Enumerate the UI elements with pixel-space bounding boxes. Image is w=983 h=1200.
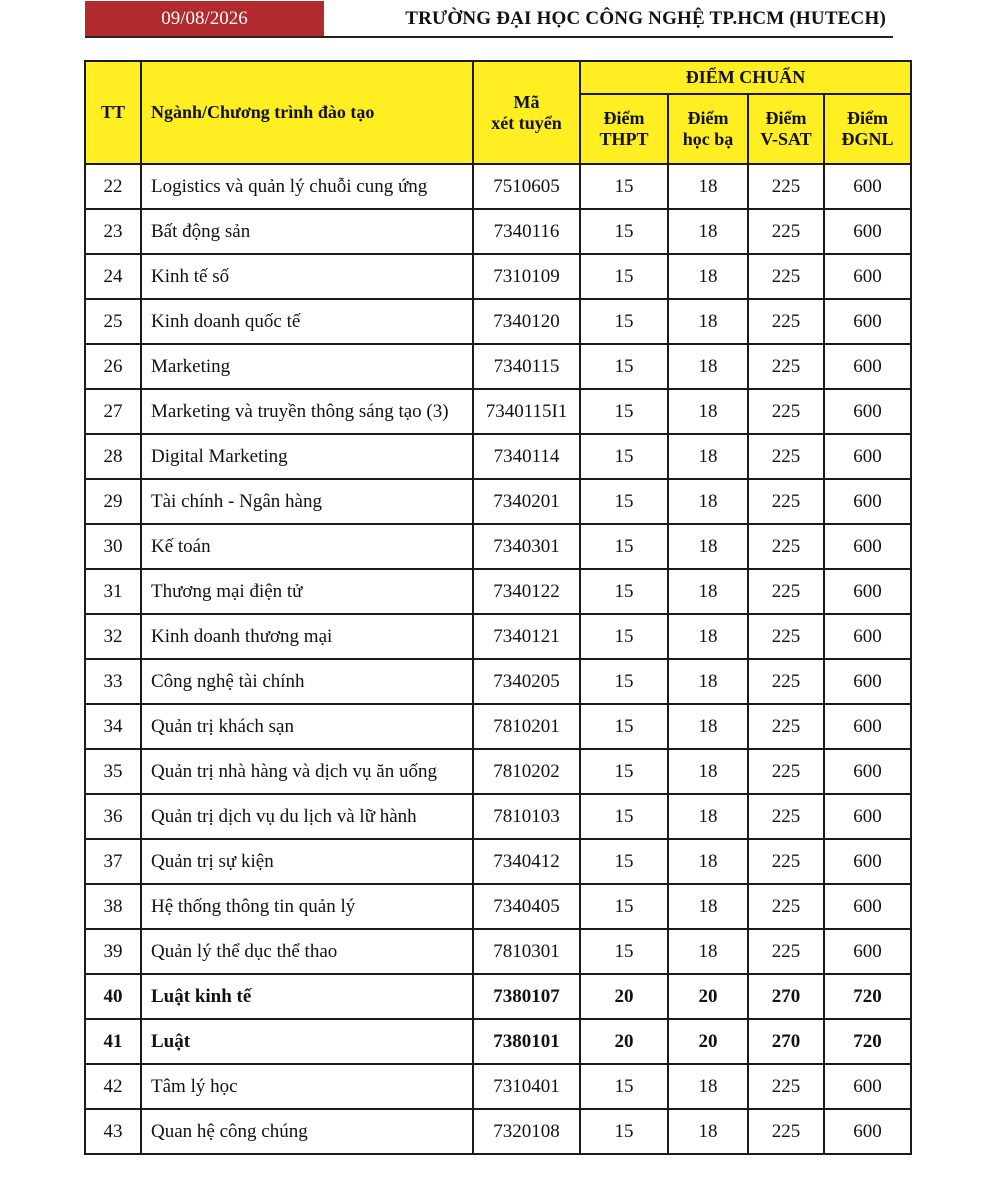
cell-hocba: 18 (668, 749, 748, 794)
cell-program: Quản trị sự kiện (141, 839, 473, 884)
cell-tt: 28 (85, 434, 141, 479)
col-header-thpt-line2: THPT (599, 128, 649, 149)
cell-program: Marketing và truyền thông sáng tạo (3) (141, 389, 473, 434)
cell-program: Kinh tế số (141, 254, 473, 299)
cell-code: 7380107 (473, 974, 580, 1019)
cell-program: Digital Marketing (141, 434, 473, 479)
header-date-badge (85, 1, 324, 36)
cell-tt: 25 (85, 299, 141, 344)
cell-code: 7320108 (473, 1109, 580, 1154)
table-row (85, 884, 911, 929)
cell-program: Luật (141, 1019, 473, 1064)
cell-dgnl: 600 (824, 659, 911, 704)
cell-dgnl: 600 (824, 389, 911, 434)
cell-code: 7810201 (473, 704, 580, 749)
cell-hocba: 20 (668, 974, 748, 1019)
cell-code: 7340116 (473, 209, 580, 254)
cell-tt: 32 (85, 614, 141, 659)
cell-vsat: 225 (748, 659, 824, 704)
cell-code: 7810103 (473, 794, 580, 839)
col-header-vsat-line1: Điểm (765, 107, 807, 128)
cell-hocba: 18 (668, 434, 748, 479)
cell-hocba: 18 (668, 839, 748, 884)
cell-thpt: 15 (580, 614, 668, 659)
cell-code: 7310401 (473, 1064, 580, 1109)
cell-dgnl: 600 (824, 344, 911, 389)
cell-dgnl: 600 (824, 1064, 911, 1109)
cell-dgnl: 600 (824, 1109, 911, 1154)
cell-tt: 22 (85, 164, 141, 209)
cell-hocba: 18 (668, 254, 748, 299)
cell-thpt: 15 (580, 389, 668, 434)
cell-tt: 33 (85, 659, 141, 704)
col-header-vsat (748, 94, 824, 164)
cell-vsat: 225 (748, 479, 824, 524)
cell-program: Quản lý thể dục thể thao (141, 929, 473, 974)
cell-tt: 24 (85, 254, 141, 299)
cell-thpt: 15 (580, 434, 668, 479)
table-row (85, 659, 911, 704)
col-header-program: Ngành/Chương trình đào tạo (141, 61, 473, 164)
cell-thpt: 15 (580, 299, 668, 344)
table-header (85, 61, 911, 164)
cell-program: Kinh doanh quốc tế (141, 299, 473, 344)
cell-program: Quản trị nhà hàng và dịch vụ ăn uống (141, 749, 473, 794)
cell-vsat: 225 (748, 1064, 824, 1109)
col-header-dgnl (824, 94, 911, 164)
cell-tt: 34 (85, 704, 141, 749)
cell-vsat: 225 (748, 929, 824, 974)
cell-hocba: 18 (668, 659, 748, 704)
cell-code: 7810202 (473, 749, 580, 794)
cell-dgnl: 600 (824, 929, 911, 974)
table-row (85, 434, 911, 479)
cell-tt: 26 (85, 344, 141, 389)
cell-thpt: 15 (580, 929, 668, 974)
cell-thpt: 15 (580, 659, 668, 704)
cell-thpt: 15 (580, 254, 668, 299)
cell-thpt: 15 (580, 524, 668, 569)
col-header-tt: TT (85, 61, 141, 164)
cell-hocba: 18 (668, 929, 748, 974)
cell-vsat: 225 (748, 434, 824, 479)
table-row (85, 254, 911, 299)
cell-dgnl: 600 (824, 164, 911, 209)
table-row (85, 524, 911, 569)
cell-vsat: 225 (748, 254, 824, 299)
cell-code: 7340301 (473, 524, 580, 569)
table-row (85, 299, 911, 344)
table-row (85, 614, 911, 659)
cell-vsat: 270 (748, 974, 824, 1019)
cell-dgnl: 600 (824, 479, 911, 524)
cell-thpt: 15 (580, 749, 668, 794)
cell-vsat: 225 (748, 389, 824, 434)
cell-tt: 36 (85, 794, 141, 839)
col-header-dgnl-line1: Điểm (847, 107, 888, 128)
cell-hocba: 18 (668, 524, 748, 569)
cell-hocba: 18 (668, 569, 748, 614)
cell-hocba: 18 (668, 1064, 748, 1109)
cell-program: Kinh doanh thương mại (141, 614, 473, 659)
cell-code: 7380101 (473, 1019, 580, 1064)
cell-code: 7340205 (473, 659, 580, 704)
cell-dgnl: 600 (824, 434, 911, 479)
table-row (85, 344, 911, 389)
table-row (85, 1019, 911, 1064)
cell-program: Marketing (141, 344, 473, 389)
cell-program: Luật kinh tế (141, 974, 473, 1019)
cell-code: 7340120 (473, 299, 580, 344)
cell-hocba: 20 (668, 1019, 748, 1064)
cell-vsat: 225 (748, 524, 824, 569)
cell-code: 7340122 (473, 569, 580, 614)
cell-code: 7340115 (473, 344, 580, 389)
col-header-hocba-line1: Điểm (687, 107, 729, 128)
cell-tt: 42 (85, 1064, 141, 1109)
table-row (85, 479, 911, 524)
col-header-hocba (668, 94, 748, 164)
cell-dgnl: 600 (824, 614, 911, 659)
cell-program: Quan hệ công chúng (141, 1109, 473, 1154)
cell-hocba: 18 (668, 389, 748, 434)
cell-tt: 37 (85, 839, 141, 884)
cell-tt: 43 (85, 1109, 141, 1154)
cell-vsat: 225 (748, 794, 824, 839)
col-group-benchmark: ĐIỂM CHUẨN (580, 61, 911, 94)
cell-dgnl: 600 (824, 299, 911, 344)
col-header-code-line1: Mã (513, 91, 540, 112)
cell-hocba: 18 (668, 1109, 748, 1154)
col-header-dgnl-line2: ĐGNL (841, 128, 894, 149)
cell-program: Tài chính - Ngân hàng (141, 479, 473, 524)
cell-tt: 38 (85, 884, 141, 929)
cell-code: 7810301 (473, 929, 580, 974)
cell-tt: 40 (85, 974, 141, 1019)
cell-vsat: 225 (748, 884, 824, 929)
cell-vsat: 225 (748, 299, 824, 344)
cell-program: Kế toán (141, 524, 473, 569)
cell-tt: 39 (85, 929, 141, 974)
table-row (85, 164, 911, 209)
cell-thpt: 15 (580, 884, 668, 929)
cell-vsat: 225 (748, 704, 824, 749)
cell-tt: 35 (85, 749, 141, 794)
cell-thpt: 15 (580, 794, 668, 839)
cell-code: 7310109 (473, 254, 580, 299)
cell-thpt: 15 (580, 704, 668, 749)
table-row (85, 929, 911, 974)
table-row (85, 974, 911, 1019)
cell-vsat: 225 (748, 569, 824, 614)
cell-vsat: 225 (748, 164, 824, 209)
cell-vsat: 225 (748, 1109, 824, 1154)
cell-code: 7340114 (473, 434, 580, 479)
cell-thpt: 15 (580, 344, 668, 389)
cell-thpt: 15 (580, 1109, 668, 1154)
cell-tt: 29 (85, 479, 141, 524)
table-row (85, 1064, 911, 1109)
table-row (85, 569, 911, 614)
table-row (85, 704, 911, 749)
cell-tt: 41 (85, 1019, 141, 1064)
cell-hocba: 18 (668, 209, 748, 254)
table-row (85, 839, 911, 884)
cell-hocba: 18 (668, 614, 748, 659)
cell-dgnl: 600 (824, 254, 911, 299)
col-header-code (473, 61, 580, 164)
cell-thpt: 15 (580, 164, 668, 209)
cell-vsat: 225 (748, 749, 824, 794)
cell-vsat: 225 (748, 614, 824, 659)
cell-hocba: 18 (668, 344, 748, 389)
cell-program: Quản trị khách sạn (141, 704, 473, 749)
cell-hocba: 18 (668, 299, 748, 344)
cell-program: Tâm lý học (141, 1064, 473, 1109)
cell-dgnl: 600 (824, 794, 911, 839)
cell-thpt: 15 (580, 569, 668, 614)
cell-code: 7340115I1 (473, 389, 580, 434)
cell-program: Bất động sản (141, 209, 473, 254)
cell-dgnl: 600 (824, 209, 911, 254)
col-header-thpt (580, 94, 668, 164)
col-header-vsat-line2: V-SAT (760, 128, 812, 149)
cell-dgnl: 600 (824, 524, 911, 569)
cell-code: 7340121 (473, 614, 580, 659)
table-row (85, 1109, 911, 1154)
cell-program: Logistics và quản lý chuỗi cung ứng (141, 164, 473, 209)
cell-tt: 31 (85, 569, 141, 614)
table-row (85, 389, 911, 434)
cell-program: Hệ thống thông tin quản lý (141, 884, 473, 929)
cell-hocba: 18 (668, 884, 748, 929)
cell-tt: 30 (85, 524, 141, 569)
col-header-thpt-line1: Điểm (603, 107, 645, 128)
col-header-hocba-line2: học bạ (682, 128, 734, 149)
cell-code: 7510605 (473, 164, 580, 209)
cell-vsat: 270 (748, 1019, 824, 1064)
table-body (85, 164, 911, 1154)
cell-dgnl: 600 (824, 569, 911, 614)
cell-dgnl: 720 (824, 1019, 911, 1064)
cell-dgnl: 720 (824, 974, 911, 1019)
cell-dgnl: 600 (824, 749, 911, 794)
table-row (85, 749, 911, 794)
col-header-code-line2: xét tuyển (491, 112, 562, 133)
admission-scores-table (84, 60, 912, 1155)
cell-tt: 27 (85, 389, 141, 434)
header-date: 09/08/2026 (161, 7, 248, 29)
cell-thpt: 15 (580, 839, 668, 884)
cell-vsat: 225 (748, 209, 824, 254)
cell-dgnl: 600 (824, 884, 911, 929)
cell-hocba: 18 (668, 704, 748, 749)
cell-thpt: 15 (580, 479, 668, 524)
cell-thpt: 20 (580, 974, 668, 1019)
cell-code: 7340201 (473, 479, 580, 524)
cell-thpt: 20 (580, 1019, 668, 1064)
cell-vsat: 225 (748, 344, 824, 389)
cell-hocba: 18 (668, 794, 748, 839)
table-row (85, 209, 911, 254)
cell-program: Công nghệ tài chính (141, 659, 473, 704)
header-title: TRƯỜNG ĐẠI HỌC CÔNG NGHỆ TP.HCM (HUTECH) (405, 7, 886, 29)
cell-dgnl: 600 (824, 704, 911, 749)
header-divider (85, 36, 893, 38)
cell-program: Quản trị dịch vụ du lịch và lữ hành (141, 794, 473, 839)
cell-thpt: 15 (580, 209, 668, 254)
cell-tt: 23 (85, 209, 141, 254)
cell-dgnl: 600 (824, 839, 911, 884)
cell-vsat: 225 (748, 839, 824, 884)
cell-code: 7340412 (473, 839, 580, 884)
table-row (85, 794, 911, 839)
cell-hocba: 18 (668, 164, 748, 209)
cell-program: Thương mại điện tử (141, 569, 473, 614)
cell-hocba: 18 (668, 479, 748, 524)
cell-code: 7340405 (473, 884, 580, 929)
cell-thpt: 15 (580, 1064, 668, 1109)
